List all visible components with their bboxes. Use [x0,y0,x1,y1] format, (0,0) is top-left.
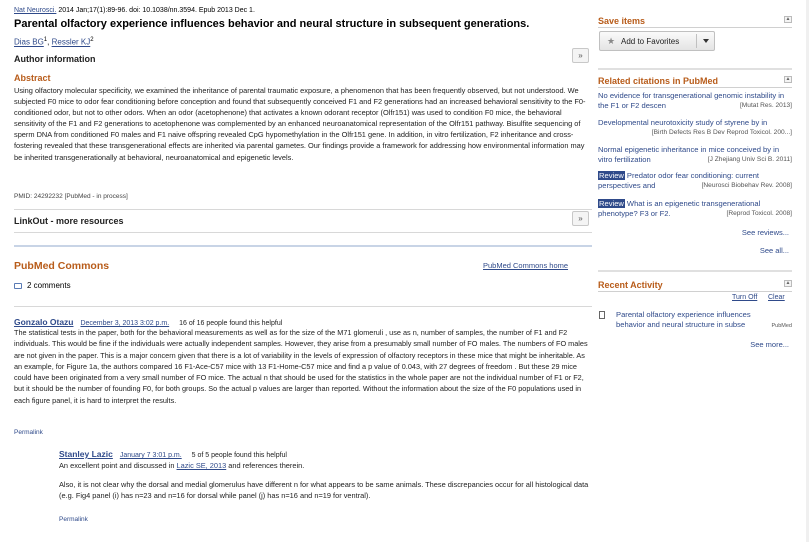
pubmed-commons-heading: PubMed Commons [14,260,110,272]
related-citation-item[interactable] [598,171,792,191]
linkout-heading[interactable]: LinkOut - more resources [14,216,124,226]
related-collapse-button[interactable] [784,76,792,83]
related-citation-title[interactable]: Developmental neurotoxicity study of styrene by in [598,118,768,127]
related-citation-title[interactable]: Normal epigenetic inheritance in mice conceived by in vitro fertilization [598,145,780,164]
see-all-link[interactable]: See all... [759,246,789,255]
related-citation-title-text: What is an epigenetic transgenerational phenotype? F3 or F2. [598,199,761,218]
reply-header [59,449,589,459]
abstract-heading: Abstract [14,73,51,83]
recent-activity-title[interactable]: Parental olfactory experience influences behavior and neural structure in subse [616,310,751,329]
divider [14,306,592,307]
related-citation-title[interactable]: No evidence for transgenerational genomic instability in the F1 or F2 descen [598,91,785,110]
reference-link[interactable]: Lazic SE, 2013 [176,461,227,470]
chevron-double-down-icon: » [578,214,583,223]
review-badge: Review [599,171,624,180]
up-arrow-icon: ▲ [785,16,791,22]
divider [598,68,792,70]
save-items-collapse-button[interactable] [784,16,792,23]
divider [14,209,592,210]
author-link-ressler[interactable]: Ressler KJ [51,37,91,47]
up-arrow-icon: ▲ [785,280,791,286]
author-affiliation-1: 1 [43,37,48,43]
related-citation-item[interactable] [598,145,792,165]
citation-line [14,7,255,14]
related-citations-heading: Related citations in PubMed [598,76,719,86]
see-more-link[interactable]: See more... [750,340,789,349]
document-icon [599,311,605,319]
up-arrow-icon: ▲ [785,76,791,82]
comment-permalink[interactable]: Permalink [14,429,43,436]
divider [598,87,792,88]
divider [598,270,792,272]
author-link-dias[interactable]: Dias BG [14,37,44,47]
comment-helpful-count: 16 of 16 people found this helpful [179,320,283,327]
chevron-double-down-icon: » [578,51,583,60]
reply-helpful-count: 5 of 5 people found this helpful [191,452,287,459]
pmid-status: PMID: 24292232 [PubMed - in process] [14,193,128,200]
section-divider [14,245,592,247]
divider [598,291,792,292]
save-items-heading: Save items [598,16,646,26]
turn-off-link[interactable]: Turn Off [732,294,758,301]
related-citation-source: [Mutat Res. 2013] [739,102,792,109]
pubmed-commons-home-link[interactable]: PubMed Commons home [483,261,569,270]
related-citation-item[interactable] [598,199,792,219]
reply-text: An excellent point and discussed in [59,461,177,470]
recent-activity-database: PubMed [771,323,792,329]
clear-link[interactable]: Clear [768,294,785,301]
divider [14,232,592,233]
comment-date-link[interactable]: December 3, 2013 3:02 p.m. [80,320,170,327]
comment-header [14,317,282,327]
related-citation-item[interactable] [598,118,792,138]
comment-count[interactable] [14,281,71,290]
author-information-heading[interactable]: Author information [14,54,96,64]
reply-author-link[interactable]: Stanley Lazic [59,449,113,459]
related-citation-source: [Reprod Toxicol. 2008] [726,210,792,217]
citation-details: 2014 Jan;17(1):89-96. doi: 10.1038/nn.3594. Epub 2013 Dec 1. [56,7,255,14]
review-badge: Review [599,199,624,208]
abstract-text: Using olfactory molecular specificity, we examined the inheritance of parental traumatic exposure, a phenomenon that has been frequently observed, but not understood. We subjected F0 mice to odor fear conditioning before conception and found that subsequently conceived F1 and F2 generations had an increased behavioral sensitivity to the F0-conditioned odor, but not to other odors. When an odor (acetophenone) that activates a known odorant receptor (Olfr151) was used to condition F0 mice, the behavioral sensitivity of the F1 and F2 generations to acetophenone was complemented by an enhanced neuroanatomical representation of the Olfr151 pathway. Bisulfite sequencing of sperm DNA from conditioned F0 males and F1 naive offspring revealed CpG hypomethylation in the Olfr151 gene. In addition, in vitro fertilization, F2 inheritance and cross-fostering revealed that these transgenerational effects are inherited via parental gametes. Our findings provide a framework for addressing how environmental information may be inherited transgenerationally at behavioral, neuroanatomical and epigenetic levels. [14,86,586,162]
reply-paragraph-2: Also, it is not clear why the dorsal and medial glomerulus have different n for what appears to be same animals. These discrepancies occur for all histological data (e.g. Fig4 panel (i) has n=23 and n=16 for dorsal while panel (j) has n=16 and n=19 for ventral). [59,480,589,500]
see-reviews-link[interactable]: See reviews... [741,228,789,237]
related-citation-item[interactable] [598,91,792,111]
add-to-favorites-button[interactable] [599,31,715,51]
comment-body: The statistical tests in the paper, both for the behavioral measurements as well as for the size of the M71 glomeruli , use as n, number of samples, the number of F1 and F2 individuals. This would be fine if the individuals were actually independent samples. However, they arise from a presumably small number of FO males. The numbers of FO males are not given in the paper. This is a major concern given that there is a lot of variability in the levels of expression of olfactory receptors in these mice that might be inheritable. As an example, for Figure 1a, the authors compared 16 F1-Ace-C57 mice with 13 F1-Home-C57 mice and find a p value of 0.043, with 27 degrees of freedom . But these 29 mice could have been originated from a very small number of FO mice. The actual n that should be used for the statistics in the whole paper are not the individual number of F1 or F2, but it should be the number of founding F0, for both groups. So the actual p values are larger than reported. Without the information about the size of the F0 populations used in each figure panel, it is hard to interpret the results. [14,328,588,405]
reply-paragraph-1 [59,460,589,471]
author-info-toggle-button[interactable] [572,48,589,63]
comment-count-label: 2 comments [27,281,71,290]
add-to-favorites-label: Add to Favorites [621,37,680,46]
author-list: Dias $BG^1$, Ressler $KJ^2$ [14,37,94,47]
linkout-toggle-button[interactable] [572,211,589,226]
reply-text: and references therein. [226,461,305,470]
reply-date-link[interactable]: January 7 3:01 p.m. [119,452,182,459]
related-citation-source: [Birth Defects Res B Dev Reprod Toxicol. 200...] [651,129,792,136]
author-affiliation-2: 2 [90,37,94,43]
chevron-down-icon[interactable] [703,39,709,43]
comment-bubble-icon [14,283,22,289]
journal-link[interactable]: Nat Neurosci. [14,7,57,14]
recent-activity-heading: Recent Activity [598,280,663,290]
related-citation-title-text: Predator odor fear conditioning: current perspectives and [598,171,760,190]
recent-activity-collapse-button[interactable] [784,280,792,287]
comment-author-link[interactable]: Gonzalo Otazu [14,317,74,327]
related-citation-source: [J Zhejiang Univ Sci B. 2011] [707,156,792,163]
article-title: Parental olfactory experience influences behavior and neural structure in subsequent generations. [14,18,530,30]
star-icon: ★ [607,36,616,46]
related-citation-source: [Neurosci Biobehav Rev. 2008] [701,182,792,189]
button-separator [696,34,697,48]
divider [598,27,792,28]
comment-reply [59,449,589,501]
reply-permalink[interactable]: Permalink [59,516,88,523]
